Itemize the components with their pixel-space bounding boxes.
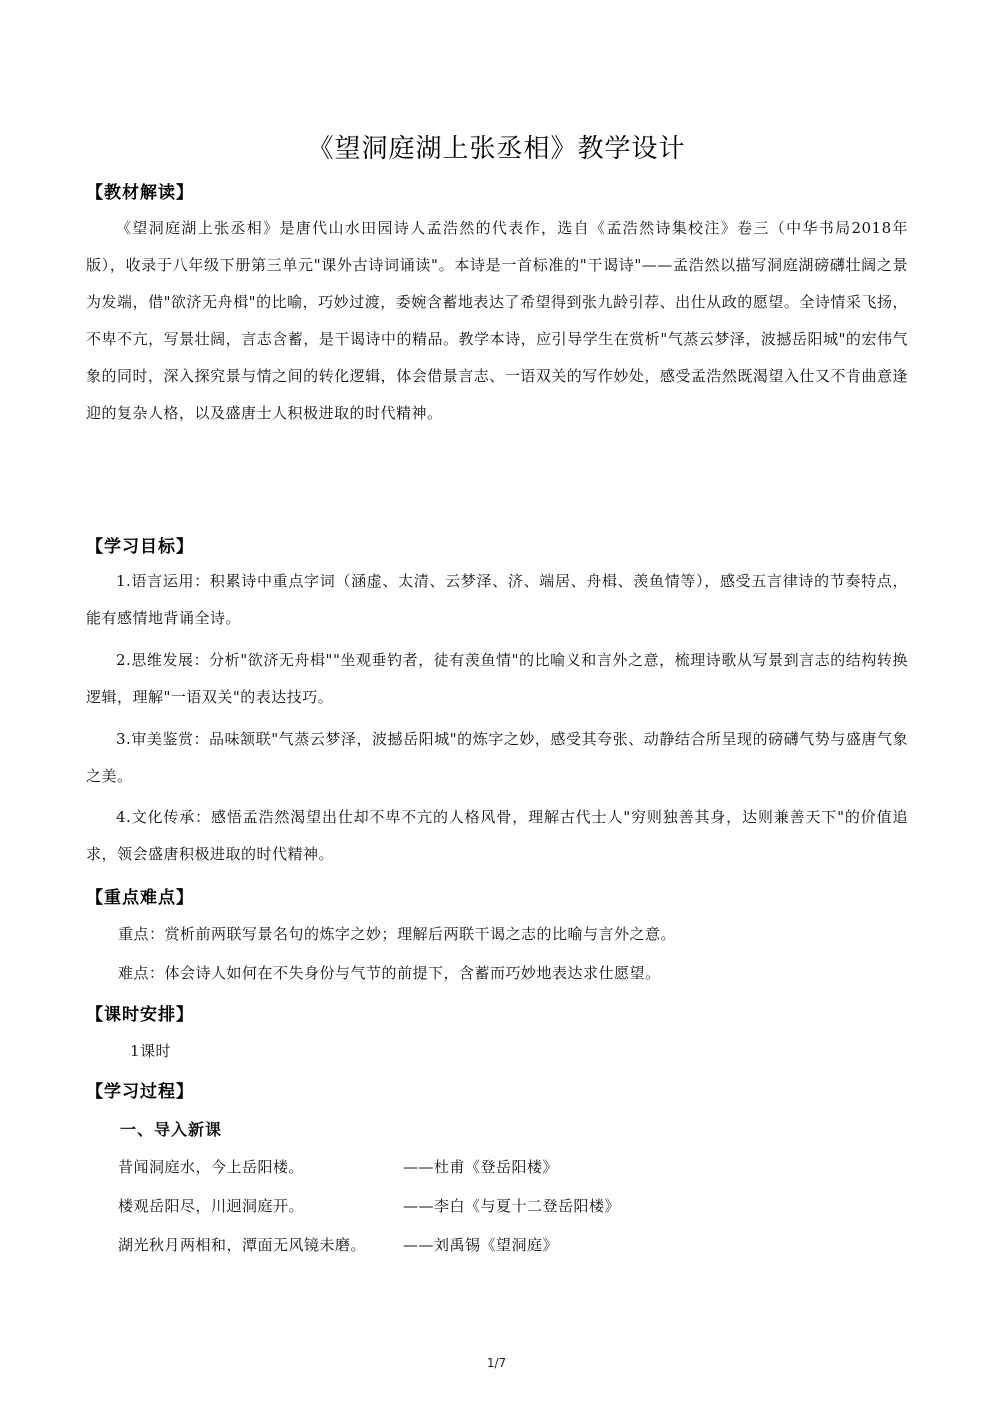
- poem-verse: 楼观岳阳尽，川迥洞庭开。: [118, 1197, 305, 1215]
- poem-verse: 昔闻洞庭水，今上岳阳楼。: [118, 1158, 305, 1176]
- difficulty-text: 难点：体会诗人如何在不失身份与气节的前提下，含蓄而巧妙地表达求仕愿望。: [118, 964, 661, 982]
- learning-goal-3: 3.审美鉴赏：品味颔联"气蒸云梦泽，波撼岳阳城"的炼字之妙，感受其夸张、动静结合所呈现的磅礴气势与盛唐气象之美。: [86, 730, 908, 785]
- section-heading-key-difficulty: 【重点难点】: [86, 888, 194, 908]
- poem-source: ——刘禹锡《望洞庭》: [403, 1236, 559, 1254]
- schedule-value: 1课时: [130, 1042, 172, 1060]
- section-heading-learning-goals: 【学习目标】: [86, 537, 194, 557]
- learning-goal-1: 1.语言运用：积累诗中重点字词（涵虚、太清、云梦泽、济、端居、舟楫、羡鱼情等），感受五言律诗的节奏特点，能有感情地背诵全诗。: [86, 572, 908, 627]
- poem-source: ——李白《与夏十二登岳阳楼》: [403, 1197, 621, 1215]
- poem-source: ——杜甫《登岳阳楼》: [403, 1158, 559, 1176]
- learning-goal-4: 4.文化传承：感悟孟浩然渴望出仕却不卑不亢的人格风骨，理解古代士人"穷则独善其身，达则兼善天下"的价值追求，领会盛唐积极进取的时代精神。: [86, 808, 908, 863]
- step-1-heading: 一、导入新课: [120, 1120, 223, 1139]
- section-heading-textbook-analysis: 【教材解读】: [86, 183, 194, 203]
- learning-goal-2: 2.思维发展：分析"欲济无舟楫""坐观垂钓者，徒有羡鱼情"的比喻义和言外之意，梳理诗歌从写景到言志的结构转换逻辑，理解"一语双关"的表达技巧。: [86, 651, 908, 706]
- document-title: 《望洞庭湖上张丞相》教学设计: [307, 134, 686, 164]
- section-heading-learning-process: 【学习过程】: [86, 1082, 194, 1102]
- section-heading-schedule: 【课时安排】: [86, 1005, 194, 1025]
- key-point-text: 重点：赏析前两联写景名句的炼字之妙；理解后两联干谒之志的比喻与言外之意。: [118, 925, 677, 943]
- textbook-analysis-paragraph: 《望洞庭湖上张丞相》是唐代山水田园诗人孟浩然的代表作，选自《孟浩然诗集校注》卷三（中华书局2018年版），收录于八年级下册第三单元"课外古诗词诵读"。本诗是一首标准的"干谒诗"——孟浩然以描写洞庭湖磅礴壮阔之景为发端，借"欲济无舟楫"的比喻，巧妙过渡，委婉含蓄地表达了希望得到张九龄引荐、出仕从政的愿望。全诗情采飞扬，不卑不亢，写景壮阔，言志含蓄，是干谒诗中的精品。教学本诗，应引导学生在赏析"气蒸云梦泽，波撼岳阳城"的宏伟气象的同时，深入探究景与情之间的转化逻辑，体会借景言志、一语双关的写作妙处，感受孟浩然既渴望入仕又不肯曲意逢迎的复杂人格，以及盛唐士人积极进取的时代精神。: [86, 219, 908, 422]
- page-number: 1/7: [486, 1356, 507, 1370]
- poem-verse: 湖光秋月两相和，潭面无风镜未磨。: [118, 1236, 367, 1254]
